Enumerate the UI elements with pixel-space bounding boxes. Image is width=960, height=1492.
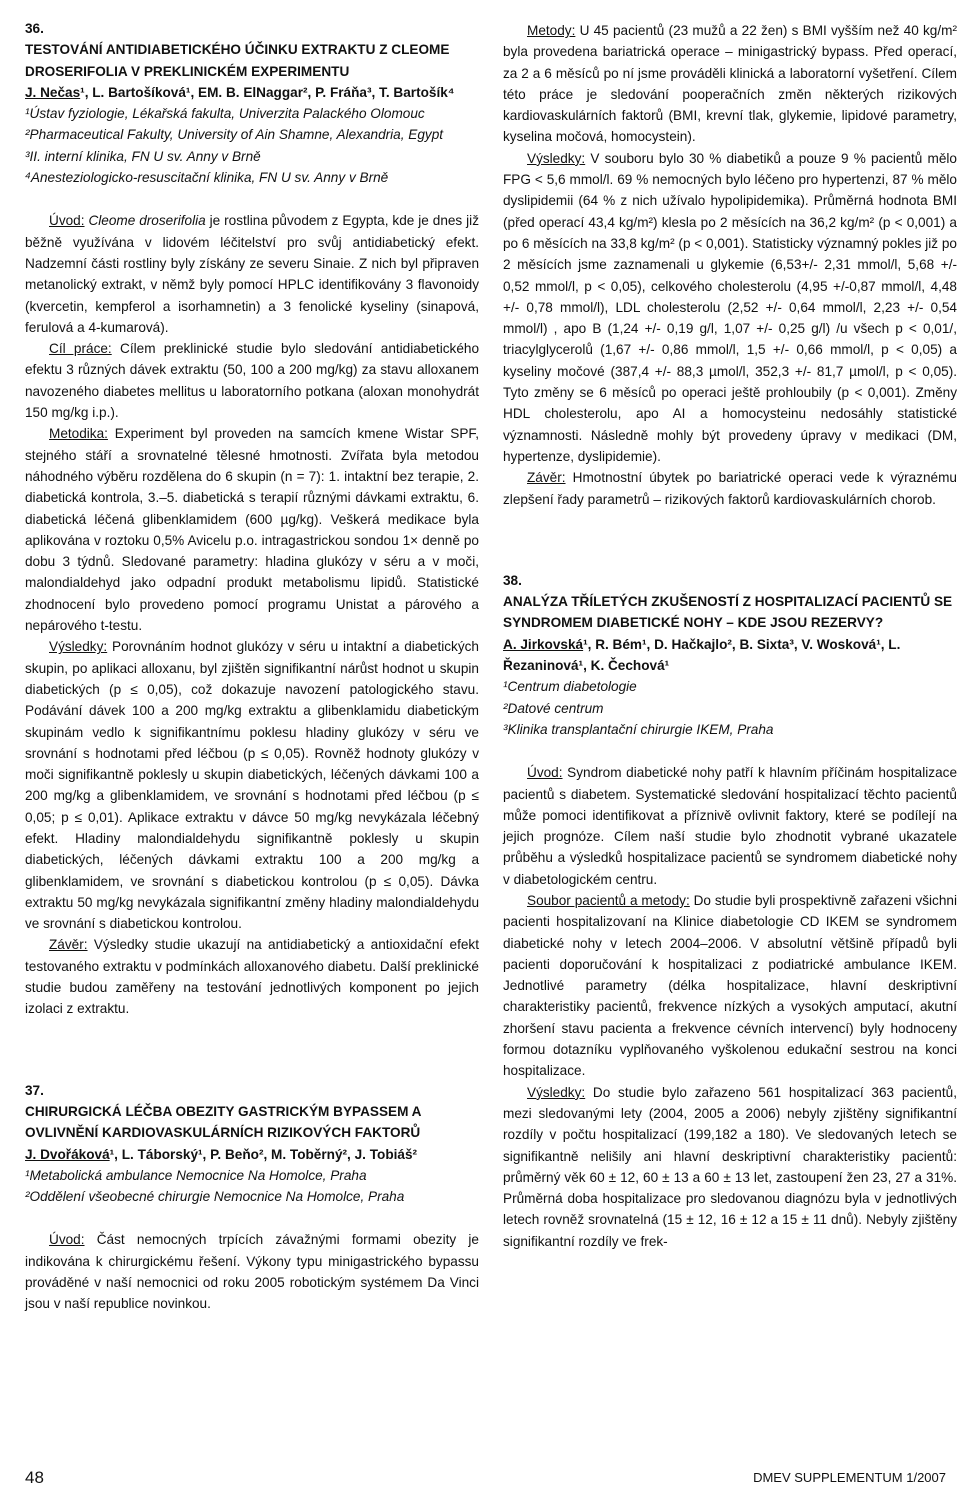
affiliation-2: ²Pharmaceutical Fakulty, University of Ain Shamne, Alexandria, Egypt — [25, 127, 444, 143]
author-list — [503, 634, 957, 677]
section-heading: Výsledky: — [527, 150, 586, 166]
abstract-number: 36. — [25, 21, 44, 36]
abstract-36 — [25, 18, 479, 1020]
affiliation-4: ⁴Anesteziologicko-resuscitační klinika, FN U sv. Anny v Brně — [25, 170, 389, 186]
section-heading: Úvod: — [527, 765, 563, 781]
section-conclusion: Závěr: Hmotnostní úbytek po bariatrické operaci vede k výraznému zlepšení řady parametrů – rizikových faktorů kardiovaskulárních chorob. — [503, 470, 957, 507]
section-heading: Metody: — [527, 23, 576, 38]
right-column — [503, 20, 957, 1252]
abstract-37 — [25, 1080, 479, 1315]
affiliation-1: ¹Metabolická ambulance Nemocnice Na Homolce, Praha — [25, 1167, 367, 1183]
author-list — [25, 82, 479, 103]
affiliation-3: ³Klinika transplantační chirurgie IKEM, Praha — [503, 721, 774, 737]
abstract-title: ANALÝZA TŘÍLETÝCH ZKUŠENOSTÍ Z HOSPITALIZACÍ PACIENTŮ SE SYNDROMEM DIABETICKÉ NOHY – KDE JSOU REZERVY? — [503, 594, 953, 631]
presenting-author: J. Dvořáková — [25, 1146, 110, 1162]
abstract-number: 37. — [25, 1082, 44, 1098]
affiliation-1: ¹Centrum diabetologie — [503, 679, 637, 695]
section-results: Výsledky: Do studie bylo zařazeno 561 hospitalizací 363 pacientů, mezi sledovanými lety (2004, 2005 a 2006) nebyly zjištěny signifikantní rozdíly v počtu hospitalizací (199,182 a 180). Ve sledovaných letech se signifikantně nelišily ani hlavní deskriptivní charakteristiky pacientů: průměrný věk 60 ± 12, 60 ± 13 a 60 ± 13 let, zastoupení žen 23, 27 a 31%. Průměrná doba hospitalizace pro sledovanou diagnózu byla v jednotlivých letech rovněž srovnatelná (15 ± 12, 16 ± 12 a 15 ± 11 dnů). Nebyly zjištěny signifikantní rozdíly ve frek- — [503, 1084, 957, 1249]
species-name: Cleome droserifolia — [88, 213, 206, 229]
section-conclusion: Závěr: Výsledky studie ukazují na antidiabetický a antioxidační efekt testovaného extraktu v podmínkách alloxanového diabetu. Další preklinické studie budou zaměřeny na testování jednotlivých komponent po jejich izolaci z extraktu. — [25, 937, 479, 1017]
abstract-title: TESTOVÁNÍ ANTIDIABETICKÉHO ÚČINKU EXTRAKTU Z CLEOME DROSERIFOLIA V PREKLINICKÉM EXPERIMENTU — [25, 42, 450, 79]
presenting-author: J. Nečas — [25, 84, 81, 100]
affiliation-1: ¹Ústav fyziologie, Lékařská fakulta, Univerzita Palackého Olomouc — [25, 106, 425, 122]
presenting-author: A. Jirkovská — [503, 636, 584, 652]
abstract-38 — [503, 570, 957, 1252]
section-heading: Cíl práce: — [49, 341, 112, 357]
co-authors: ¹, L. Táborský¹, P. Beňo², M. Toběrný², J. Tobiáš² — [109, 1146, 418, 1162]
section-patients-methods: Soubor pacientů a metody: Do studie byli prospektivně zařazeni všichni pacienti hospitalizovaní na Klinice diabetologie CD IKEM se syndromem diabetické nohy v letech 2004–2006. V absolutní většině případů byli pacienti doporučování k hospitalizaci z podiatrické ambulance IKEM. Jednotlivé parametry (délka hospitalizace, hlavní deskriptivní charakteristiky pacientů, frekvence nízkých a vysokých amputací, akutní zhoršení stavu pacienta a frekvence cévních intervencí) byly hodnoceny formou dotazníku vyplňovaného vyškolenou edukační sestrou na konci hospitalizace. — [503, 892, 957, 1079]
affiliation-2: ²Datové centrum — [503, 700, 604, 716]
page-number: 48 — [25, 1468, 44, 1487]
section-heading: Závěr: — [49, 937, 88, 953]
section-intro: Úvod: Cleome droserifolia je rostlina původem z Egypta, kde je dnes již běžně využívána v lidovém léčitelství pro svůj antidiabetický efekt. Nadzemní části rostliny byly získány ze severu Sinaie. Z nich byl připraven metanolický extrakt, v němž byly pomocí HPLC identifikovány 3 flavonoidy (kvercetin, kempferol a isorhamnetin) a 3 fenolické kyseliny (sinapová, ferulová a 4-kumarová). — [25, 213, 479, 335]
affiliation-2: ²Oddělení všeobecné chirurgie Nemocnice Na Homolce, Praha — [25, 1189, 405, 1205]
section-methods: Metody: U 45 pacientů (23 mužů a 22 žen) s BMI vyšším než 40 kg/m² byla provedena bariatrická operace – minigastrický bypass. Před operací, za 2 a 6 měsíců po ní jsme prováděli klinická a laboratorní vyšetření. Cílem této práce je sledování pooperačních změn některých rizikových kardiovaskulárních faktorů (BMI, krevní tlak, glykemie, lipidové parametry, kyselina močová, homocystein). — [503, 23, 957, 145]
section-results: Výsledky: V souboru bylo 30 % diabetiků a pouze 9 % pacientů mělo FPG < 5,6 mmol/l. 69 % nemocných bylo léčeno pro hypertenzi, 87 % mělo dyslipidemii (64 % z nich užívalo hypolipidemika). Průměrná hodnota BMI (před operací 43,4 kg/m²) klesla po 2 měsících na 36,2 kg/m² (p < 0,001) a po 6 měsících na 33,8 kg/m² (p < 0,001). Statisticky významný pokles již po 2 měsících jsme zaznamenali u glykemie (6,53+/- 2,31 mmol/l, 5,68 +/- 0,52 mmol/l, p < 0,05), celkového cholesterolu (4,95 +/-0,87 mmol/l, 4,48 +/- 0,78 mmol/l), LDL cholesterolu (2,52 +/- 0,64 mmol/l, 2,23 +/- 0,54 mmol/l) , apo B (1,24 +/- 0,19 g/l, 1,07 +/- 0,25 g/l) /u všech p < 0,01/, triacylglycerolů (1,67 +/- 0,86 mmol/l, 1,5 +/- 0,66 mmol/l, p < 0,05) a kyseliny močové (387,4 +/- 88,3 µmol/l, 352,3 +/- 81,7 µmol/l, p < 0,05). Tyto změny se 6 měsíců po operaci ještě prohloubily (p < 0,001). Změny HDL cholesterolu, apo AI a homocysteinu nedosáhly statistické významnosti. Následně mohly být provedeny úpravy v medikaci (DM, hypertenze, dyslipidemie). — [503, 150, 957, 464]
journal-footer: DMEV SUPPLEMENTUM 1/2007 — [753, 1470, 946, 1485]
abstract-37-continued — [503, 20, 957, 510]
section-heading: Úvod: — [49, 1232, 85, 1248]
section-results: Výsledky: Porovnáním hodnot glukózy v séru u intaktní a diabetických skupin, po aplikaci alloxanu, byl zjištěn signifikantní nárůst hodnot u skupin diabetických (p ≤ 0,05), což dokazuje navození patologického stavu. Podávání dávek 100 a 200 mg/kg extraktu a glibenklamidu diabetickým skupinám vedlo k signifikantnímu poklesu hladiny glukózy v séru ve srovnání s hodnotami před léčbou (p ≤ 0,05). Rovněž hodnoty glukózy v moči signifikantně poklesly u skupin diabetických, léčených dávkami 100 a 200 mg/kg a glibenklamidem, ve srovnání s hodnotami před léčbou (p ≤ 0,05; p ≤ 0,01). Aplikace extraktu v dávce 50 mg/kg nevykázala léčebný efekt. Hladiny malondialdehydu signifikantně poklesly u skupin diabetických, léčených dávkami extraktu 100 a 200 mg/kg a glibenklamidem, ve srovnání s diabetickou kontrolou (p ≤ 0,05). Dávka extraktu 50 mg/kg nevykázala signifikantní změny hladiny malondialdehydu ve srovnání s diabetickou kontrolou. — [25, 639, 479, 932]
co-authors: ¹, R. Bém¹, D. Hačkajlo², B. Sixta³, V. Wosková¹, L. Řezaninová¹, K. Čechová¹ — [503, 636, 901, 674]
section-heading: Úvod: — [49, 213, 85, 229]
section-heading: Výsledky: — [527, 1084, 586, 1100]
author-list — [25, 1144, 479, 1165]
affiliation-3: ³II. interní klinika, FN U sv. Anny v Brně — [25, 148, 261, 164]
section-methods: Metodika: Experiment byl proveden na samcích kmene Wistar SPF, stejného stáří a srovnatelné tělesné hmotnosti. Zvířata byla metodou náhodného výběru rozdělena do 6 skupin (n = 7): 1. intaktní bez terapie, 2. diabetická kontrola, 3.–5. diabetická s terapií různými dávkami extraktu, 6. diabetická léčená glibenklamidem (600 µg/kg). Veškerá medikace byla aplikována v roztoku 0,5% Avicelu p.o. intragastrickou sondou 1× denně po dobu 3 týdnů. Sledované parametry: hladina glukózy v séru a v moči, malondialdehyd jako odpadní produkt metabolismu lipidů. Statistické zhodnocení bylo provedeno pomocí programu Unistat a párového a nepárového t-testu. — [25, 426, 479, 634]
section-heading: Výsledky: — [49, 639, 108, 655]
abstract-title: CHIRURGICKÁ LÉČBA OBEZITY GASTRICKÝM BYPASSEM A OVLIVNĚNÍ KARDIOVASKULÁRNÍCH RIZIKOVÝCH FAKTORŮ — [25, 1103, 421, 1141]
left-column — [25, 18, 479, 1315]
section-intro-start: Úvod: Část nemocných trpících závažnými formami obezity je indikována k chirurgickému řešení. Výkony typu minigastrického bypassu prováděné v naší nemocnici od roku 2005 robotickým systémem Da Vinci jsou v naší republice novinkou. — [25, 1232, 479, 1312]
co-authors: ¹, L. Bartošíková¹, EM. B. ElNaggar², P. Fráňa³, T. Bartošík⁴ — [80, 84, 455, 100]
section-heading: Soubor pacientů a metody: — [527, 892, 690, 908]
abstract-number: 38. — [503, 572, 522, 588]
section-aim: Cíl práce: Cílem preklinické studie bylo sledování antidiabetického efektu 3 různých dávek extraktu (50, 100 a 200 mg/kg) za stavu alloxanem navozeného diabetes mellitus u laboratorního potkana (aloxan monohydrát 150 mg/kg i.p.). — [25, 341, 480, 421]
section-heading: Metodika: — [49, 426, 108, 442]
section-intro: Úvod: Syndrom diabetické nohy patří k hlavním příčinám hospitalizace pacientů s diabetem. Systematické sledování hospitalizací těchto pacientů může pomoci identifikovat a příznivě ovlivnit faktory, které se podílejí na jejich prognóze. Cílem naší studie bylo zhodnotit vybrané ukazatele průběhu a výsledků hospitalizace pacientů se syndromem diabetické nohy v diabetologickém centru. — [503, 765, 957, 887]
section-heading: Závěr: — [527, 470, 566, 486]
